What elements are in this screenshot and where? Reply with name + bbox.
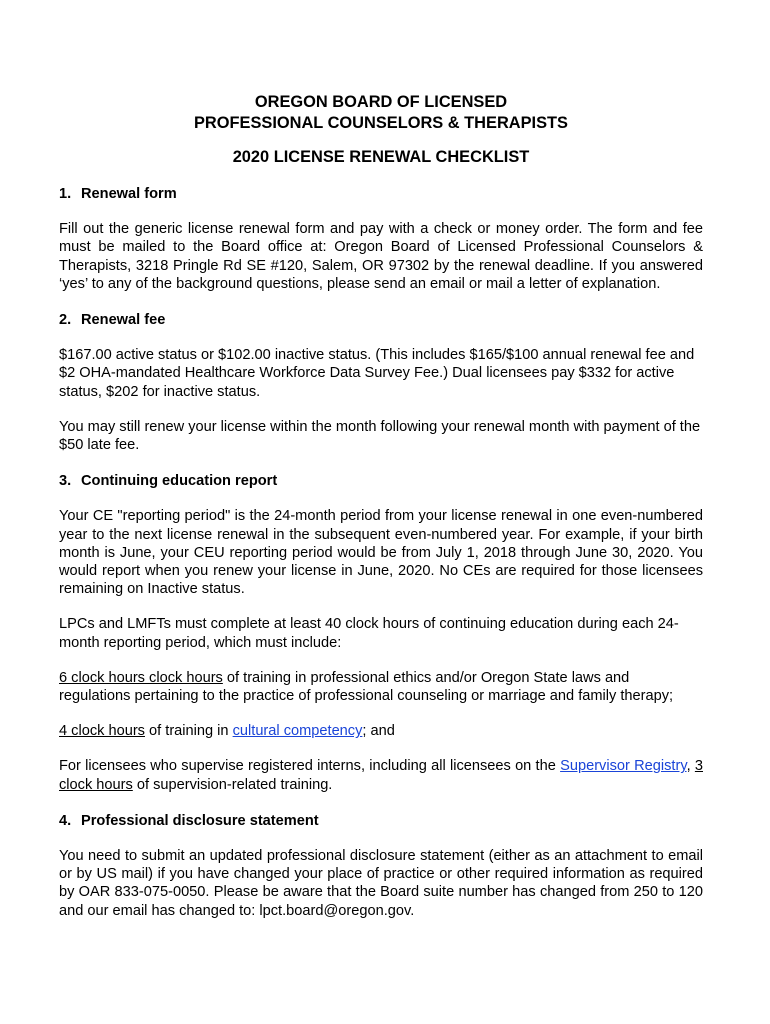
section-1-paragraph: Fill out the generic license renewal form and pay with a check or money order. The form and fee must be mailed to the Board office at: Oregon Board of Licensed Professional Counselors & Therapists, 3218 Pringle Rd SE #120, Salem, OR 97302 by the renewal deadline. If you answered ‘yes’ to any of the background questions, please send an email or mail a letter of explanation. <box>59 221 703 292</box>
cultural-requirement <box>59 722 703 740</box>
section-4-paragraph: You need to submit an updated professional disclosure statement (either as an attachment to email or by US mail) if you have changed your place of practice or other required information as required by OAR 833-075-0050. Please be aware that the Board suite number has changed from 250 to 120 and our email has changed to: lpct.board@oregon.gov. <box>59 848 703 919</box>
supervision-text: For licensees who supervise registered interns, including all licensees on the <box>59 758 561 775</box>
section-3-number: 3. <box>59 473 72 490</box>
section-2-paragraph-late: You may still renew your license within the month following your renewal month with payment of the $50 late fee. <box>59 418 701 454</box>
section-1-number: 1. <box>59 186 72 202</box>
supervision-requirement <box>59 757 703 793</box>
section-3-paragraph-requirements: LPCs and LMFTs must complete at least 40 clock hours of continuing education during each 24-month reporting period, which must include: <box>59 616 679 651</box>
supervision-hours: 3 clock hours <box>59 758 703 793</box>
supervisor-registry-link[interactable]: Supervisor Registry <box>560 758 687 775</box>
document-title <box>59 92 703 133</box>
section-4-heading <box>59 812 703 830</box>
cultural-hours: 4 clock hours <box>59 723 145 740</box>
section-4-number: 4. <box>59 812 72 829</box>
cultural-competency-link[interactable]: cultural competency <box>232 723 363 740</box>
ethics-text: of training in professional ethics and/or Oregon State laws and regulations pertaining to the practice of professional counseling or marriage and family therapy; <box>59 669 674 705</box>
title-line-1: OREGON BOARD OF LICENSED <box>254 93 508 111</box>
section-3-paragraph-period: Your CE "reporting period" is the 24-month period from your license renewal in one even-numbered year to the next license renewal in the subsequent even-numbered year. For example, if your birth month is June, your CEU reporting period would be from July 1, 2018 through June 30, 2020. You would report when you renew your license in June, 2020. No CEs are required for those licensees remaining on Inactive status. <box>59 508 703 598</box>
supervision-comma: , <box>686 758 695 775</box>
section-1-heading <box>59 185 703 203</box>
supervision-end: of supervision-related training. <box>132 776 333 793</box>
ethics-requirement <box>59 669 703 705</box>
document-subtitle: 2020 LICENSE RENEWAL CHECKLIST <box>232 148 530 166</box>
section-1-title: Renewal form <box>81 186 177 202</box>
document-page <box>59 92 703 920</box>
section-2-heading <box>59 311 703 329</box>
section-3-title: Continuing education report <box>81 473 278 490</box>
section-4-title: Professional disclosure statement <box>81 812 319 829</box>
section-2-paragraph-fee: $167.00 active status or $102.00 inactive status. (This includes $165/$100 annual renewal fee and $2 OHA-mandated Healthcare Workforce Data Survey Fee.) Dual licensees pay $332 for active status, $202 for inactive status. <box>59 347 695 400</box>
cultural-text: of training in <box>144 723 233 740</box>
section-3-heading <box>59 472 703 490</box>
cultural-end: ; and <box>362 723 395 740</box>
section-2-number: 2. <box>59 312 72 329</box>
section-2-title: Renewal fee <box>81 312 166 329</box>
title-line-2: PROFESSIONAL COUNSELORS & THERAPISTS <box>194 113 568 132</box>
ethics-hours: 6 clock hours clock hours <box>59 669 223 686</box>
